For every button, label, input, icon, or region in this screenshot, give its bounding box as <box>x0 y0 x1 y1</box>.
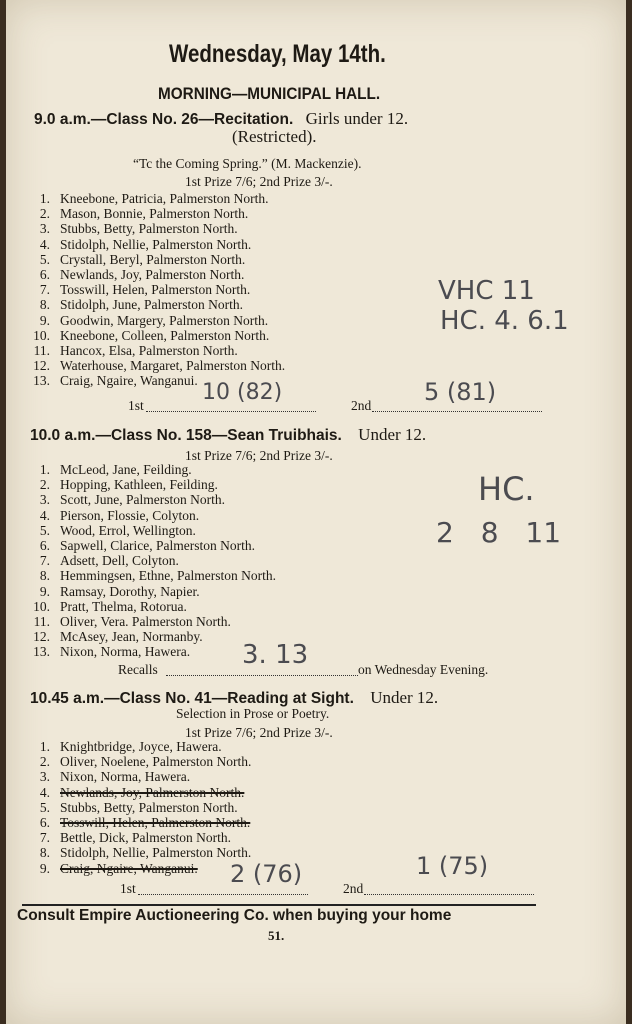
class-41-selection: Selection in Prose or Poetry. <box>176 706 330 721</box>
class-41-entry <box>24 785 244 801</box>
class-26-prizes: 1st Prize 7/6; 2nd Prize 3/-. <box>185 174 333 189</box>
programme-page <box>6 0 626 1024</box>
class-158-entry <box>24 599 187 615</box>
handwritten-recalls: 3. 13 <box>242 640 309 670</box>
class-26-entry <box>24 206 248 222</box>
venue-heading: MORNING—MUNICIPAL HALL. <box>158 84 381 103</box>
entry-number: 13. <box>33 644 50 660</box>
entry-name: Pierson, Flossie, Colyton. <box>60 507 200 523</box>
class-41-entry <box>24 861 198 877</box>
class-26-entry <box>24 328 269 344</box>
class-158-entry <box>24 568 276 584</box>
entry-number: 4. <box>39 236 50 252</box>
class-41-title: 10.45 a.m.—Class No. 41—Reading at Sight. <box>30 690 354 707</box>
page-number: 51. <box>268 928 285 943</box>
class-158-age: Under 12. <box>358 425 427 444</box>
entry-number: 13. <box>33 373 50 389</box>
entry-number: 5. <box>39 522 50 538</box>
entry-number: 11. <box>33 343 50 358</box>
entry-name: Adsett, Dell, Colyton. <box>60 553 179 569</box>
class-158-entry <box>24 584 200 600</box>
class-26-piece: “Tc the Coming Spring.” (M. Mackenzie). <box>133 156 362 171</box>
entry-number: 8. <box>39 845 50 861</box>
class-26-entry <box>24 191 268 207</box>
entry-name: Pratt, Thelma, Rotorua. <box>60 598 187 614</box>
class-158-entry <box>24 523 196 539</box>
handwritten-class-41-first: 2 (76) <box>230 860 303 888</box>
entry-name: Goodwin, Margery, Palmerston North. <box>60 312 269 328</box>
class-158-prizes: 1st Prize 7/6; 2nd Prize 3/-. <box>185 448 333 463</box>
class-41-entry <box>24 739 222 755</box>
entry-name: Newlands, Joy, Palmerston North. <box>60 784 245 800</box>
entry-name: Newlands, Joy, Palmerston North. <box>60 267 245 282</box>
entry-number: 6. <box>39 815 50 830</box>
entry-number: 5. <box>39 799 50 815</box>
entry-name: Hopping, Kathleen, Feilding. <box>60 477 218 493</box>
entry-name: Stidolph, Nellie, Palmerston North. <box>60 236 252 252</box>
entry-name: Waterhouse, Margaret, Palmerston North. <box>60 358 286 374</box>
handwritten-class-41-second: 1 (75) <box>416 852 489 880</box>
class-41-entry <box>24 800 238 816</box>
entry-number: 7. <box>39 830 50 846</box>
entry-number: 2. <box>39 754 50 770</box>
class-26-entry <box>24 282 250 298</box>
entry-name: Oliver, Vera. Palmerston North. <box>60 614 231 629</box>
class-158-entry <box>24 629 203 645</box>
class-26-title: 9.0 a.m.—Class No. 26—Recitation. <box>34 111 294 128</box>
entry-name: McAsey, Jean, Normanby. <box>60 629 203 645</box>
entry-number: 1. <box>39 739 50 754</box>
entry-name: Tosswill, Helen, Palmerston North. <box>60 282 251 298</box>
class-41-entry <box>24 769 190 785</box>
entry-name: McLeod, Jane, Feilding. <box>60 462 192 477</box>
handwritten-hc-note-2: HC. <box>478 470 535 508</box>
class-26-entry <box>24 343 238 359</box>
class-158-recalls-suffix: on Wednesday Evening. <box>358 662 489 677</box>
entry-name: Oliver, Noelene, Palmerston North. <box>60 754 252 770</box>
handwritten-vhc-note: VHC 11 <box>438 276 535 306</box>
class-158-title: 10.0 a.m.—Class No. 158—Sean Truibhais. <box>30 427 342 444</box>
class-41-second-line <box>364 893 534 895</box>
entry-number: 10. <box>33 327 50 343</box>
entry-name: Wood, Errol, Wellington. <box>60 522 196 538</box>
class-26-second-line <box>372 410 542 412</box>
page-title: Wednesday, May 14th. <box>169 40 386 68</box>
entry-name: Hancox, Elsa, Palmerston North. <box>60 343 238 358</box>
entry-name: Nixon, Norma, Hawera. <box>60 769 191 785</box>
handwritten-class-26-second: 5 (81) <box>424 378 497 406</box>
class-26-entry <box>24 313 268 329</box>
class-158-entry <box>24 614 231 630</box>
class-41-entry <box>24 815 250 831</box>
entry-number: 6. <box>39 267 50 282</box>
entry-name: Bettle, Dick, Palmerston North. <box>60 830 231 846</box>
class-26-entry <box>24 267 244 283</box>
handwritten-class-26-first: 10 (82) <box>202 380 283 405</box>
entry-name: Scott, June, Palmerston North. <box>60 492 225 508</box>
class-158-entry <box>24 644 190 660</box>
class-26-first-label: 1st <box>128 398 144 413</box>
footer-advert: Consult Empire Auctioneering Co. when buying your home <box>17 907 452 924</box>
entry-number: 7. <box>39 553 50 569</box>
class-26-first-line <box>146 410 316 412</box>
class-26-heading <box>34 109 408 129</box>
handwritten-hc-note: HC. 4. 6.1 <box>440 306 569 336</box>
class-41-first-line <box>138 893 308 895</box>
entry-name: Craig, Ngaire, Wanganui. <box>60 373 198 389</box>
class-26-entry <box>24 237 251 253</box>
class-26-restricted: (Restricted). <box>232 127 317 146</box>
class-26-entry <box>24 221 238 237</box>
class-41-entry <box>24 830 231 846</box>
entry-number: 3. <box>39 769 50 785</box>
class-158-entry <box>24 508 199 524</box>
entry-name: Kneebone, Colleen, Palmerston North. <box>60 327 270 343</box>
entry-number: 9. <box>39 312 50 328</box>
class-26-entry <box>24 373 198 389</box>
entry-number: 12. <box>33 629 50 645</box>
entry-name: Tosswill, Helen, Palmerston North. <box>60 815 251 830</box>
class-41-heading <box>30 688 438 708</box>
class-158-recalls-label: Recalls <box>118 662 158 677</box>
class-26-entry <box>24 252 245 268</box>
class-158-entry <box>24 477 218 493</box>
entry-number: 2. <box>39 206 50 222</box>
entry-number: 10. <box>33 598 50 614</box>
entry-number: 4. <box>39 784 50 800</box>
entry-name: Craig, Ngaire, Wanganui. <box>60 860 198 876</box>
class-26-age: Girls under 12. <box>305 109 409 128</box>
entry-number: 1. <box>39 462 50 477</box>
entry-number: 8. <box>39 297 50 313</box>
entry-name: Stidolph, Nellie, Palmerston North. <box>60 845 252 861</box>
class-26-second-label: 2nd <box>351 398 372 413</box>
class-158-recalls-line <box>166 674 358 676</box>
entry-number: 2. <box>39 477 50 493</box>
class-158-entry <box>24 553 179 569</box>
entry-name: Nixon, Norma, Hawera. <box>60 644 191 660</box>
entry-name: Sapwell, Clarice, Palmerston North. <box>60 538 255 553</box>
entry-name: Stubbs, Betty, Palmerston North. <box>60 221 238 237</box>
class-26-entry <box>24 358 285 374</box>
class-41-second-label: 2nd <box>343 881 364 896</box>
entry-number: 9. <box>39 583 50 599</box>
class-41-entry <box>24 754 251 770</box>
entry-number: 1. <box>39 191 50 206</box>
entry-number: 11. <box>33 614 50 629</box>
entry-name: Crystall, Beryl, Palmerston North. <box>60 251 246 267</box>
entry-name: Hemmingsen, Ethne, Palmerston North. <box>60 568 276 584</box>
class-158-entry <box>24 538 255 554</box>
entry-name: Stubbs, Betty, Palmerston North. <box>60 799 238 815</box>
entry-number: 6. <box>39 538 50 553</box>
entry-name: Kneebone, Patricia, Palmerston North. <box>60 191 269 206</box>
entry-number: 8. <box>39 568 50 584</box>
entry-name: Mason, Bonnie, Palmerston North. <box>60 206 249 222</box>
class-41-age: Under 12. <box>370 688 439 707</box>
class-26-entry <box>24 297 243 313</box>
class-158-heading <box>30 425 426 445</box>
handwritten-hc-numbers: 2 8 11 <box>436 516 562 549</box>
class-41-prizes: 1st Prize 7/6; 2nd Prize 3/-. <box>185 725 333 740</box>
entry-number: 9. <box>39 860 50 876</box>
entry-number: 4. <box>39 507 50 523</box>
entry-number: 5. <box>39 251 50 267</box>
entry-name: Stidolph, June, Palmerston North. <box>60 297 243 313</box>
class-41-first-label: 1st <box>120 881 136 896</box>
entry-number: 3. <box>39 221 50 237</box>
class-158-entry <box>24 462 192 478</box>
entry-number: 12. <box>33 358 50 374</box>
class-41-entry <box>24 845 251 861</box>
entry-number: 7. <box>39 282 50 298</box>
class-158-entry <box>24 492 225 508</box>
entry-number: 3. <box>39 492 50 508</box>
entry-name: Knightbridge, Joyce, Hawera. <box>60 739 222 754</box>
footer-rule <box>22 904 536 906</box>
entry-name: Ramsay, Dorothy, Napier. <box>60 583 200 599</box>
